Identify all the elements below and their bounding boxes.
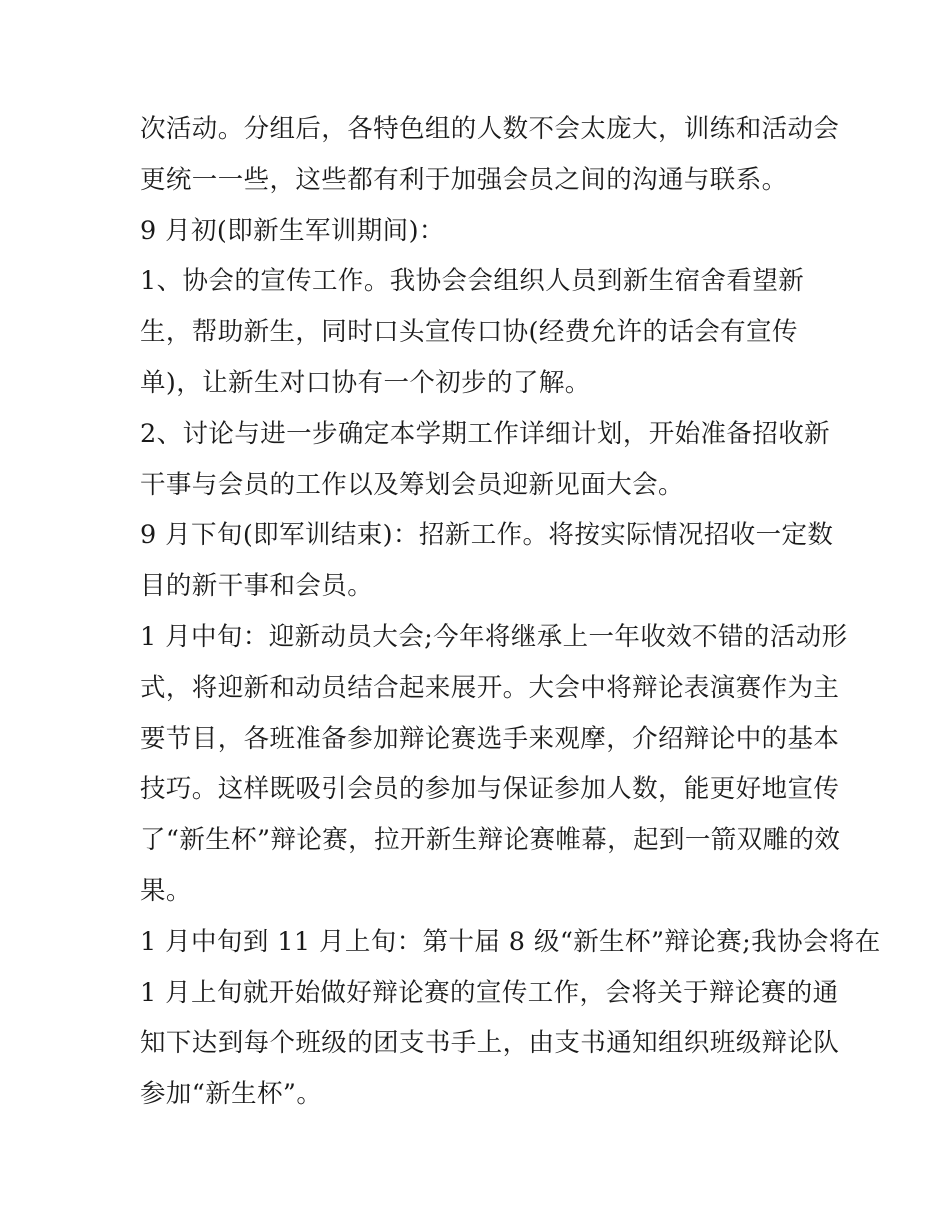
text-line: 参加“新生杯”。	[140, 1079, 323, 1110]
text-line: 技巧。这样既吸引会员的参加与保证参加人数，能更好地宣传	[140, 774, 840, 805]
text-line: 要节目，各班准备参加辩论赛选手来观摩，介绍辩论中的基本	[140, 723, 840, 754]
text-line: 干事与会员的工作以及筹划会员迎新见面大会。	[140, 469, 684, 500]
text-line: 1、协会的宣传工作。我协会会组织人员到新生宿舍看望新	[140, 266, 805, 297]
text-line: 1 月中旬：迎新动员大会;今年将继承上一年收效不错的活动形	[140, 621, 848, 652]
text-line: 1 月中旬到 11 月上旬：第十届 8 级“新生杯”辩论赛;我协会将在	[140, 926, 881, 957]
text-line: 次活动。分组后，各特色组的人数不会太庞大，训练和活动会	[140, 114, 840, 144]
text-line: 2、讨论与进一步确定本学期工作详细计划，开始准备招收新	[140, 418, 831, 449]
text-line: 式，将迎新和动员结合起来展开。大会中将辩论表演赛作为主	[140, 672, 840, 703]
text-line: 了“新生杯”辩论赛，拉开新生辩论赛帷幕，起到一箭双雕的效	[140, 825, 841, 856]
text-line: 1 月上旬就开始做好辩论赛的宣传工作，会将关于辩论赛的通	[140, 977, 839, 1008]
text-line: 知下达到每个班级的团支书手上，由支书通知组织班级辩论队	[140, 1028, 840, 1059]
text-line: 果。	[140, 875, 192, 906]
text-line: 单)，让新生对口协有一个初步的了解。	[140, 367, 591, 398]
text-line: 生，帮助新生，同时口头宣传口协(经费允许的话会有宣传	[140, 317, 798, 348]
text-line: 更统一一些，这些都有利于加强会员之间的沟通与联系。	[140, 164, 788, 195]
document-body	[140, 104, 881, 1120]
text-line: 目的新干事和会员。	[140, 571, 374, 602]
text-line: 9 月下旬(即军训结束)：招新工作。将按实际情况招收一定数	[140, 520, 834, 551]
text-line: 9 月初(即新生军训期间)：	[140, 215, 445, 246]
